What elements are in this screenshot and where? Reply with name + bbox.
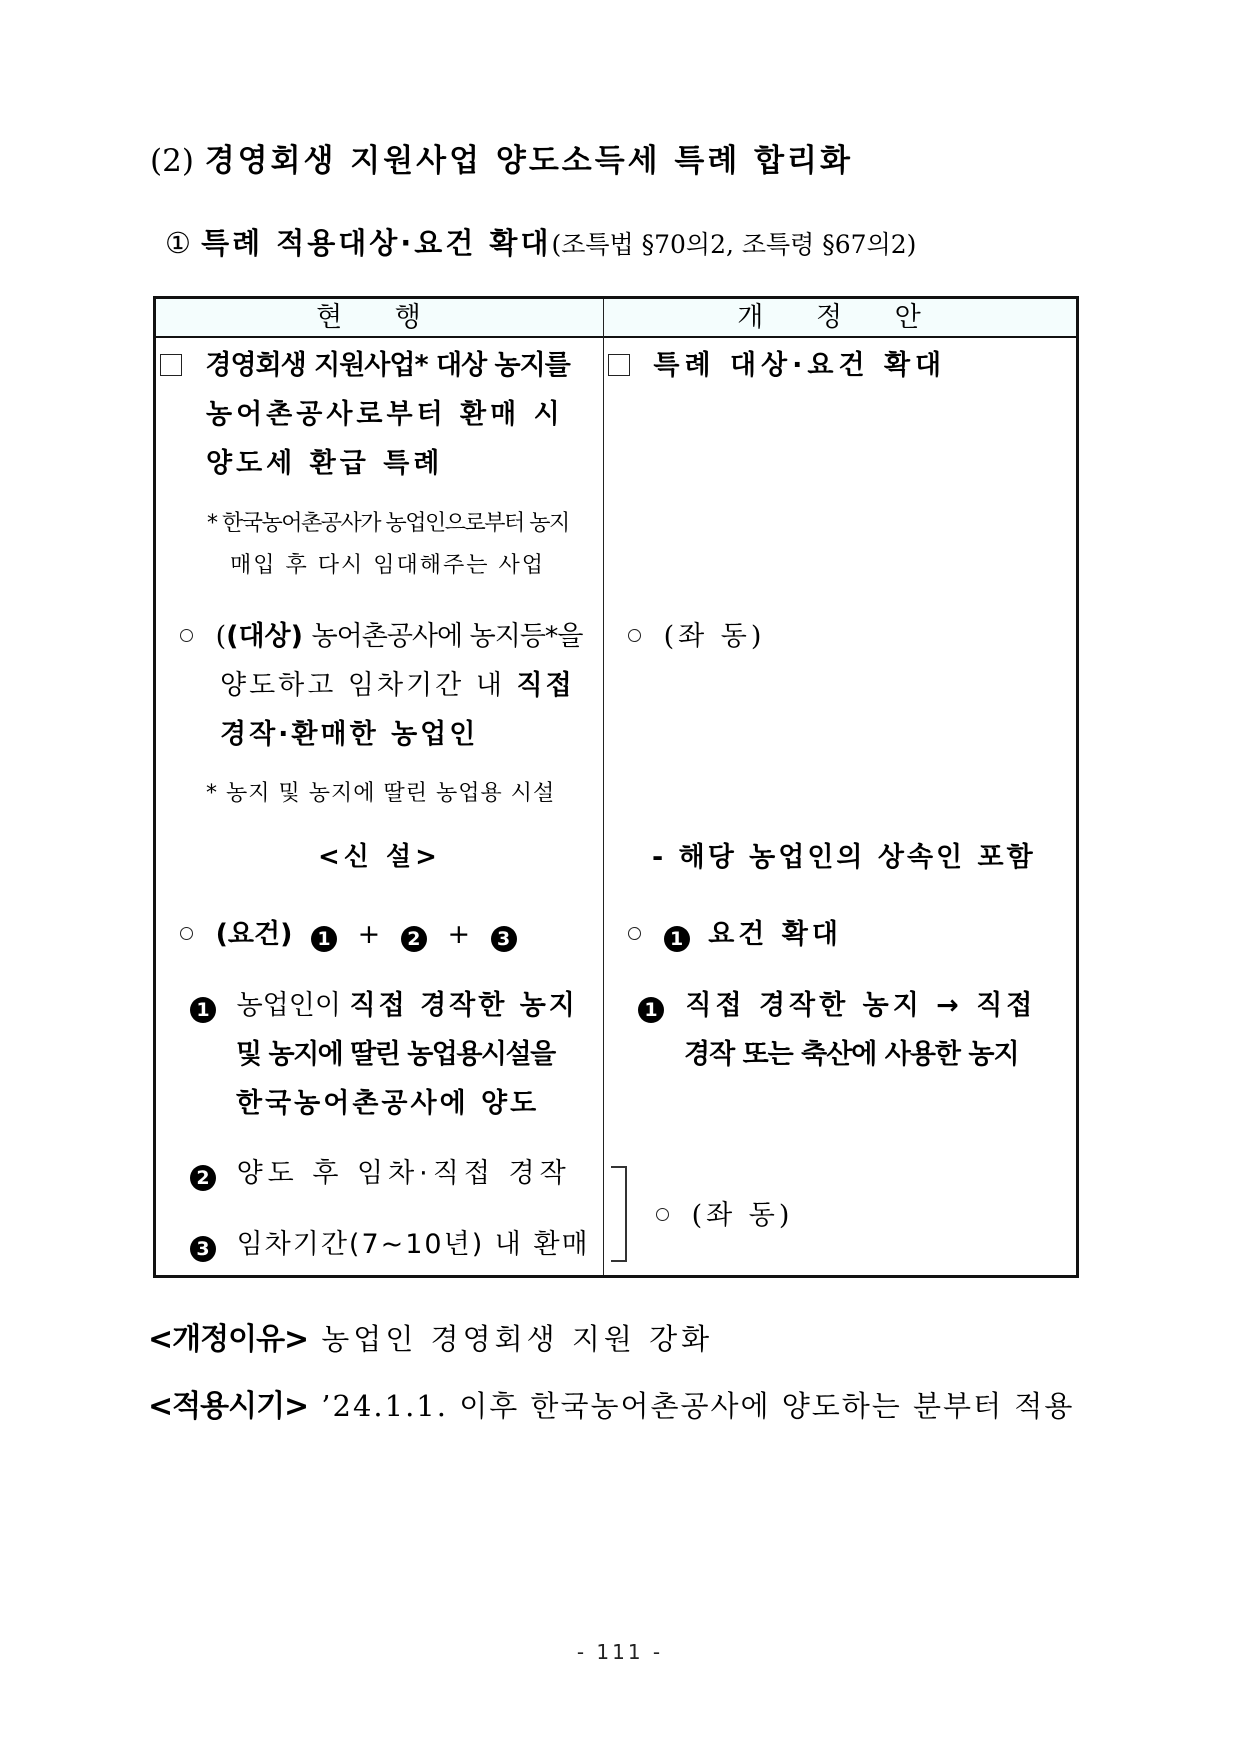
number-3-badge: 3 (491, 926, 517, 952)
proposed-req1-line-2: 경작 또는 축산에 사용한 농지 (684, 1039, 1019, 1070)
effective-date-text: ’24.1.1. 이후 한국농어촌공사에 양도하는 분부터 적용 (321, 1389, 1075, 1423)
page-number: - 111 - (576, 1640, 664, 1664)
circle-bullet-icon (180, 927, 193, 940)
circle-bullet-icon (180, 629, 193, 642)
effective-date-label: <적용시기> (148, 1389, 309, 1424)
current-main-item-line-1: 경영회생 지원사업* 대상 농지를 (160, 352, 570, 379)
effective-date (148, 1389, 1075, 1424)
amendment-reason-text: 농업인 경영회생 지원 강화 (321, 1322, 714, 1356)
proposed-heir-added: - 해당 농업인의 상속인 포함 (652, 842, 1036, 873)
subsection-title (165, 226, 917, 260)
current-requirement-line: (요건) 1 + 2 + 3 (180, 921, 517, 952)
amendment-reason (148, 1322, 714, 1357)
bracket-icon (611, 1166, 627, 1262)
number-1-badge: 1 (638, 997, 664, 1023)
current-main-footnote-line-2: 매입 후 다시 임대해주는 사업 (230, 553, 545, 578)
circle-bullet-icon (628, 927, 641, 940)
new-provision-marker: <신 설> (318, 842, 441, 872)
number-1-badge: 1 (190, 997, 216, 1023)
table-header-row (156, 299, 1076, 338)
checkbox-icon (608, 354, 630, 376)
number-3-badge: 3 (190, 1236, 216, 1262)
current-req1-line-2: 및 농지에 딸린 농업용시설을 (236, 1039, 555, 1070)
current-req3-line: 3 임차기간(7~10년) 내 환매 (190, 1231, 590, 1262)
proposed-req1-line-1: 1 직접 경작한 농지 → 직접 (638, 992, 1036, 1023)
subsection-title-text: 특례 적용대상·요건 확대 (201, 226, 552, 260)
number-1-badge: 1 (664, 926, 690, 952)
column-header-proposed: 개 정 안 (737, 302, 943, 333)
number-2-badge: 2 (190, 1165, 216, 1191)
proposed-req-expand: 1 요건 확대 (628, 921, 842, 952)
current-target-line-3: 경작·환매한 농업인 (220, 719, 479, 750)
current-target-line-1: ((대상) 농어촌공사에 농지등*을 (180, 623, 582, 650)
section-number: (2) (150, 143, 194, 179)
current-main-item-line-3: 양도세 환급 특례 (206, 448, 444, 479)
circle-bullet-icon (628, 629, 641, 642)
current-main-footnote-line-1: * 한국농어촌공사가 농업인으로부터 농지 (207, 511, 569, 536)
number-1-badge: 1 (311, 926, 337, 952)
number-2-badge: 2 (401, 926, 427, 952)
circle-bullet-icon (656, 1208, 669, 1221)
amendment-reason-label: <개정이유> (148, 1322, 309, 1357)
section-title (150, 143, 853, 179)
section-title-text: 경영회생 지원사업 양도소득세 특례 합리화 (204, 143, 853, 179)
column-divider (603, 299, 604, 1275)
current-target-footnote: * 농지 및 농지에 딸린 농업용 시설 (206, 781, 556, 806)
subsection-number: ① (165, 226, 191, 260)
checkbox-icon (160, 354, 182, 376)
current-target-line-2: 양도하고 임차기간 내 직접 (220, 670, 575, 701)
current-req1-line-3: 한국농어촌공사에 양도 (236, 1088, 540, 1119)
proposed-req23-same: (좌 동) (656, 1202, 793, 1229)
current-req2-line: 2 양도 후 임차·직접 경작 (190, 1160, 571, 1191)
current-main-item-line-2: 농어촌공사로부터 환매 시 (206, 399, 564, 430)
law-reference: (조특법 §70의2, 조특령 §67의2) (551, 230, 917, 259)
column-header-current: 현 행 (316, 302, 443, 333)
current-req1-line-1: 1 농업인이 직접 경작한 농지 (190, 992, 578, 1023)
proposed-main-item: 특례 대상·요건 확대 (608, 352, 946, 379)
proposed-target-same: (좌 동) (628, 623, 765, 650)
